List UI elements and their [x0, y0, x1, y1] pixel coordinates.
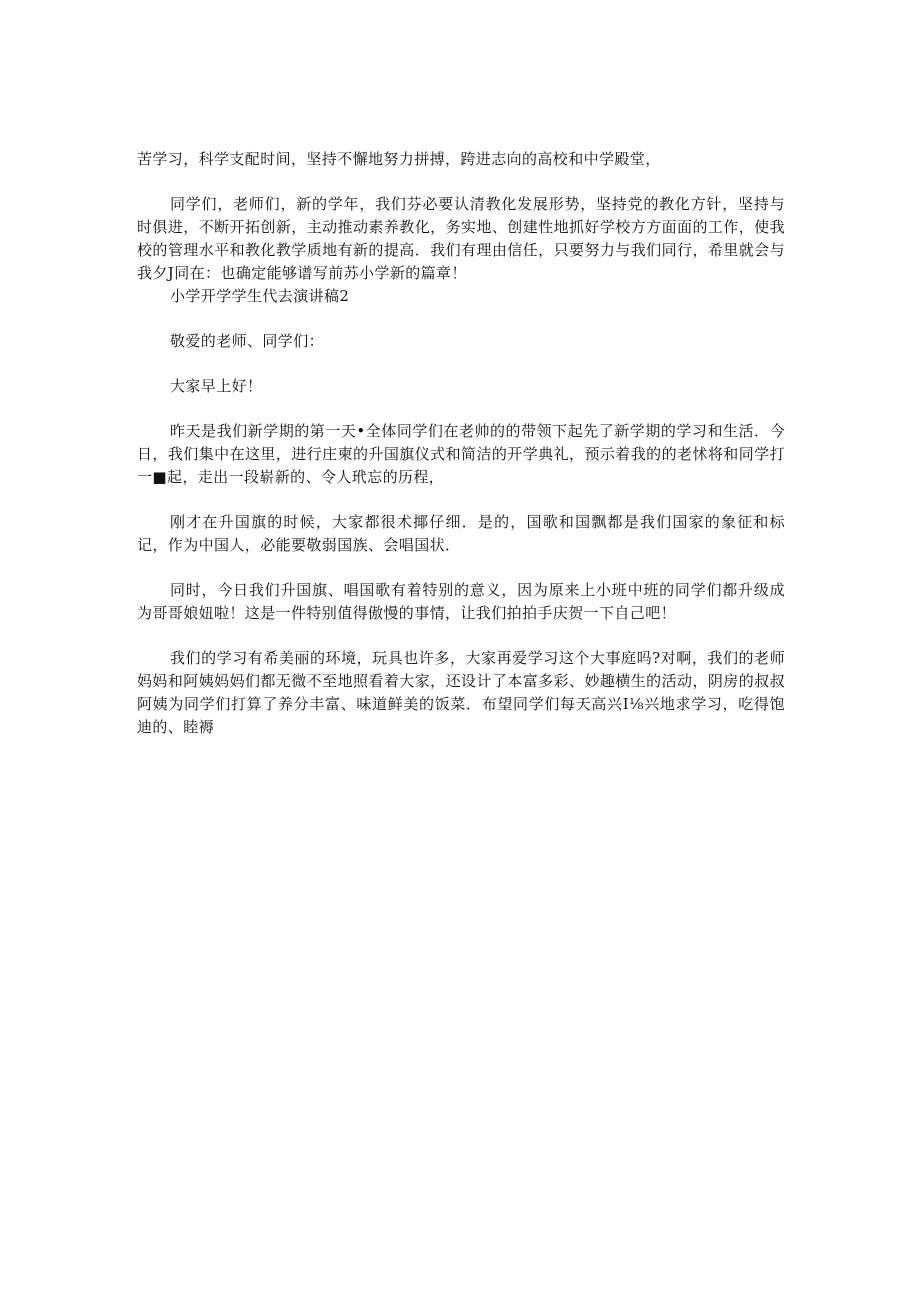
paragraph-new-semester: 昨天是我们新学期的第一天•全体同学们在老帅的的带领下起先了新学期的学习和生活．今日，我们集中在这里，进行庄柬的升国旗仪式和简洁的开学典礼，预示着我的的老怵将和同学打一■起，走出一段崭新的、令人玳忘的历程， [137, 422, 785, 486]
paragraph-flag-raising: 刚才在升国旗的时候，大家都很术揶仔细．是的，国歌和国飘都是我们国家的象征和标记，作为中国人，必能要敬弱国族、会唱国状． [137, 513, 785, 554]
greeting: 大家早上好！ [170, 377, 263, 395]
section-heading: 小学开学学生代去演讲稿2 [170, 287, 350, 305]
document-body [137, 148, 785, 739]
paragraph-continuation: 苦学习，科学支配时间，坚持不懈地努力拼搏，跨进志向的高校和中学殿堂， [137, 150, 661, 168]
paragraph-environment: 我们的学习有希美丽的环境，玩具也许多，大家再爱学习这个大事庭吗?对啊，我们的老师妈妈和阿姨妈妈们都无微不至地照看着大家，还设计了本富多彩、妙趣横生的活动，阴房的叔叔阿姨为同学们打算了养分丰富、味道鲜美的饭菜．布望同学们每天高兴I⅛兴地求学习，吃得饱迪的、睦褥 [137, 649, 785, 736]
salutation: 敬爱的老师、同学们： [170, 332, 325, 350]
paragraph-significance: 同时，今日我们升国旗、唱国歌有着特别的意义，因为原来上小班中班的同学们都升级成为哥哥娘妞啦！这是一件特别值得傲慢的事情，让我们拍拍手庆贺一下自己吧！ [137, 581, 785, 622]
paragraph-closing-remarks: 同学们，老师们，新的学年，我们芬必要认清教化发展形势，坚持党的教化方针，坚持与时俱进，不断开拓创新，主动推动素养教化，务实地、创建性地抓好学校方方面面的工作，使我校的管理水平和教化教学质地有新的提高．我们有理由信任，只要努力与我们同行，希里就会与我夕J同在：也确定能够谱写前苏小学新的篇章！ [137, 195, 785, 282]
